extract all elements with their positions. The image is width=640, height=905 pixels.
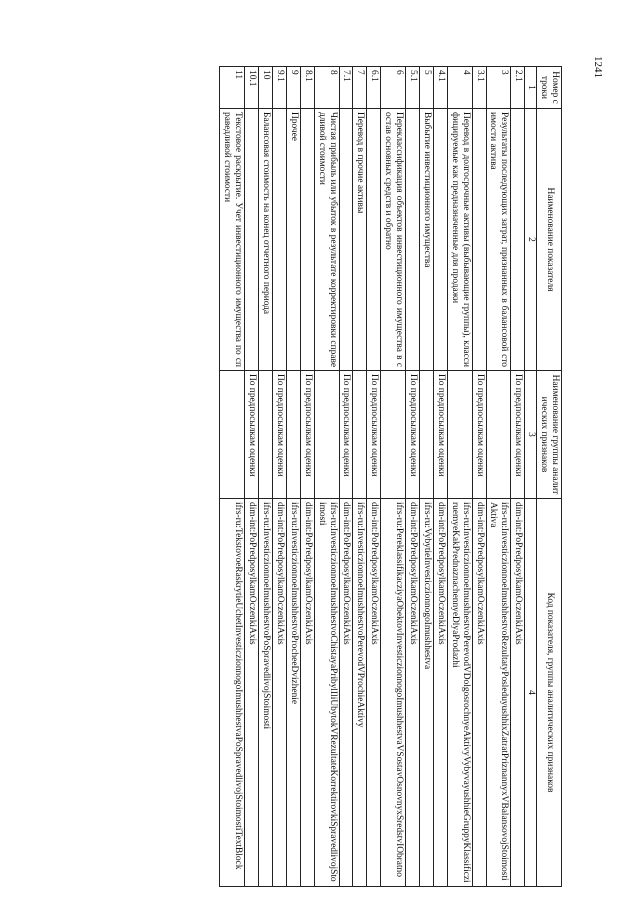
row-number-cell: 5.1 [406, 67, 420, 109]
column-number: 1 [525, 67, 537, 109]
group-name-cell [314, 371, 339, 499]
table-row [433, 67, 447, 887]
code-cell: ifrs-ru:InvesticzionnoeImushhestvoChistayaPribylIliUbytokVRezultateKorrektirovkiSpravedlivojStoimosti [314, 499, 339, 887]
code-cell: dim-int:PoPredposylkamOczenkiAxis [406, 499, 420, 887]
group-name-cell [486, 371, 511, 499]
group-name-cell [381, 371, 406, 499]
code-cell: ifrs-ru:InvesticzionnoeImushhestvoPoSpravedlivojStoimosti [259, 499, 273, 887]
indicator-name-cell: Текстовое раскрытие. Учет инвестиционного имущества по справедливой стоимости [220, 109, 245, 371]
column-number-row [525, 67, 537, 887]
row-number-cell: 10.1 [245, 67, 259, 109]
table-row [314, 67, 339, 887]
row-number-cell: 3 [486, 67, 511, 109]
group-name-cell [259, 371, 273, 499]
indicator-name-cell [511, 109, 525, 371]
group-name-cell [447, 371, 472, 499]
group-name-cell: По предпосылкам оценки [245, 371, 259, 499]
header-row-number: Номер строки [537, 67, 562, 109]
code-cell: ifrs-ru:InvesticzionnoeImushhestvoRezultatyPosleduyushhixZatratPriznannyxVBalansovojStoimostiAktiva [486, 499, 511, 887]
group-name-cell: По предпосылкам оценки [367, 371, 381, 499]
code-cell: ifrs-ru:TekstovoeRaskrytieUchetInvesticzionnogoImushhestvaPoSpravedlivojStoimostiTextBlock [220, 499, 245, 887]
row-number-cell: 7 [353, 67, 367, 109]
indicator-name-cell [245, 109, 259, 371]
table-body [220, 67, 525, 887]
column-number: 2 [525, 109, 537, 371]
table-row [447, 67, 472, 887]
row-number-cell: 6.1 [367, 67, 381, 109]
group-name-cell: По предпосылкам оценки [511, 371, 525, 499]
row-number-cell: 6 [381, 67, 406, 109]
group-name-cell: По предпосылкам оценки [406, 371, 420, 499]
code-cell: ifrs-ru:InvesticzionnoeImushhestvoPerevodVDolgosrochnyeAktivyVybyvayushhieGruppyKlassificziruemyeKakPrednaznachennyeDlyaProdazhi [447, 499, 472, 887]
row-number-cell: 7.1 [339, 67, 353, 109]
table-row [353, 67, 367, 887]
table-row [220, 67, 245, 887]
indicator-name-cell [273, 109, 287, 371]
indicator-name-cell [472, 109, 486, 371]
table-container [86, 66, 562, 886]
row-number-cell: 9.1 [273, 67, 287, 109]
indicator-name-cell [339, 109, 353, 371]
row-number-cell: 9 [286, 67, 300, 109]
group-name-cell: По предпосылкам оценки [433, 371, 447, 499]
table-row [286, 67, 300, 887]
row-number-cell: 4.1 [433, 67, 447, 109]
indicator-name-cell: Выбытие инвестиционного имущества [420, 109, 434, 371]
code-cell: dim-int:PoPredposylkamOczenkiAxis [245, 499, 259, 887]
code-cell: dim-int:PoPredposylkamOczenkiAxis [339, 499, 353, 887]
header-code: Код показателя, группы аналитических признаков [537, 499, 562, 887]
code-cell: ifrs-ru:VybytieInvesticzionnogoImushhestva [420, 499, 434, 887]
table-row [511, 67, 525, 887]
table-row [486, 67, 511, 887]
table-row [259, 67, 273, 887]
indicator-name-cell: Результаты последующих затрат, признанных в балансовой стоимости актива [486, 109, 511, 371]
rotated-table-frame [86, 66, 562, 886]
table-row [273, 67, 287, 887]
header-indicator-name: Наименование показателя [537, 109, 562, 371]
header-group-name: Наименование группы аналитических признаков [537, 371, 562, 499]
table-header-row [537, 67, 562, 887]
indicator-name-cell [367, 109, 381, 371]
table-row [367, 67, 381, 887]
indicator-table [219, 66, 562, 887]
row-number-cell: 10 [259, 67, 273, 109]
indicator-name-cell: Перевод в прочие активы [353, 109, 367, 371]
group-name-cell: По предпосылкам оценки [273, 371, 287, 499]
code-cell: dim-int:PoPredposylkamOczenkiAxis [511, 499, 525, 887]
table-row [339, 67, 353, 887]
row-number-cell: 8 [314, 67, 339, 109]
row-number-cell: 11 [220, 67, 245, 109]
code-cell: dim-int:PoPredposylkamOczenkiAxis [300, 499, 314, 887]
group-name-cell: По предпосылкам оценки [300, 371, 314, 499]
indicator-name-cell: Чистая прибыль или убыток в результате корректировки справедливой стоимости [314, 109, 339, 371]
table-row [406, 67, 420, 887]
group-name-cell [220, 371, 245, 499]
page-number: 1241 [592, 56, 604, 78]
code-cell: dim-int:PoPredposylkamOczenkiAxis [273, 499, 287, 887]
indicator-name-cell [406, 109, 420, 371]
indicator-name-cell: Прочее [286, 109, 300, 371]
row-number-cell: 8.1 [300, 67, 314, 109]
group-name-cell: По предпосылкам оценки [339, 371, 353, 499]
code-cell: dim-int:PoPredposylkamOczenkiAxis [433, 499, 447, 887]
table-row [420, 67, 434, 887]
table-row [300, 67, 314, 887]
row-number-cell: 4 [447, 67, 472, 109]
indicator-name-cell [300, 109, 314, 371]
code-cell: ifrs-ru:InvesticzionnoeImushhestvoPerevodVProchieAktivy [353, 499, 367, 887]
group-name-cell [353, 371, 367, 499]
row-number-cell: 5 [420, 67, 434, 109]
code-cell: ifrs-ru:PereklassifikacziyaObektovInvesticzionnogoImushhestvaVSostavOsnovnyxSredstvIObratno [381, 499, 406, 887]
column-number: 4 [525, 499, 537, 887]
code-cell: dim-int:PoPredposylkamOczenkiAxis [472, 499, 486, 887]
table-row [472, 67, 486, 887]
indicator-name-cell: Перевод в долгосрочные активы (выбывающие группы), классифицируемые как предназначенные для продажи [447, 109, 472, 371]
row-number-cell: 3.1 [472, 67, 486, 109]
indicator-name-cell: Балансовая стоимость на конец отчетного периода [259, 109, 273, 371]
code-cell: ifrs-ru:InvesticzionnoeImushhestvoProcheeDvizhenie [286, 499, 300, 887]
table-row [245, 67, 259, 887]
indicator-name-cell: Переклассификация объектов инвестиционного имущества в состав основных средств и обратно [381, 109, 406, 371]
code-cell: dim-int:PoPredposylkamOczenkiAxis [367, 499, 381, 887]
table-row [381, 67, 406, 887]
group-name-cell [286, 371, 300, 499]
group-name-cell: По предпосылкам оценки [472, 371, 486, 499]
row-number-cell: 2.1 [511, 67, 525, 109]
column-number: 3 [525, 371, 537, 499]
group-name-cell [420, 371, 434, 499]
indicator-name-cell [433, 109, 447, 371]
